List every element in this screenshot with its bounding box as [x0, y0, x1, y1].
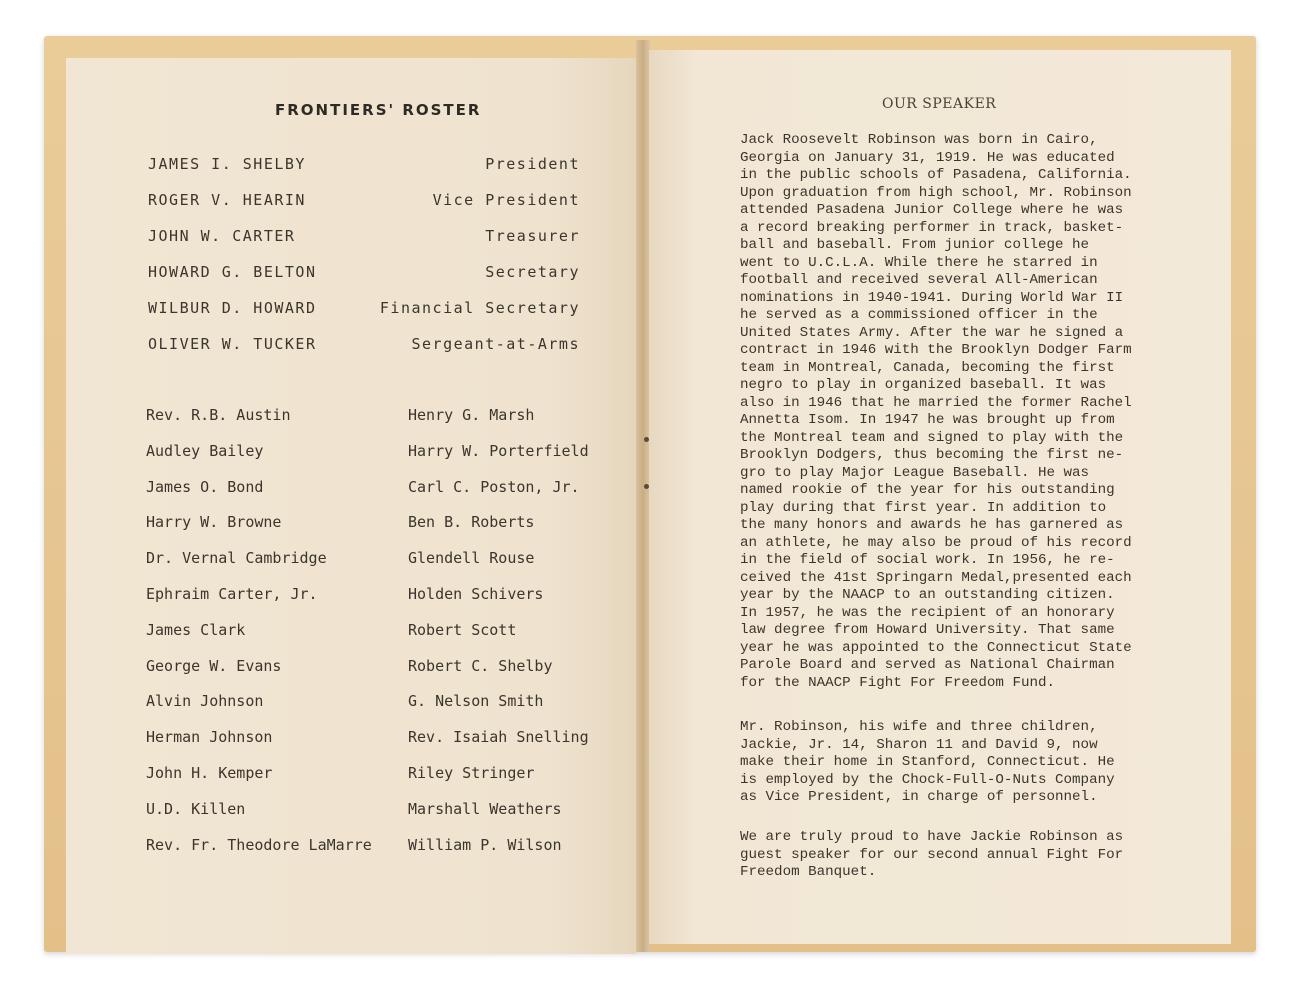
text-line: attended Pasadena Junior College where he was — [740, 202, 1124, 218]
text-line: United States Army. After the war he signed a — [740, 324, 1124, 341]
text-line: as Vice President, in charge of personnel. — [740, 789, 1098, 805]
text-line: law degree from Howard University. That same — [740, 622, 1115, 638]
booklet-spine — [636, 40, 650, 952]
text-line: nominations in 1940-1941. During World War II — [740, 289, 1124, 306]
text-line: year he was appointed to the Connecticut State — [740, 639, 1132, 656]
member-name: Robert C. Shelby — [408, 657, 553, 675]
text-line: contract in 1946 with the Brooklyn Dodger Farm — [740, 342, 1132, 358]
text-line: Jack Roosevelt Robinson was born in Cairo, — [740, 132, 1098, 148]
text-line: in the public schools of Pasadena, California. — [740, 167, 1132, 183]
officer-title: Treasurer — [485, 227, 580, 245]
text-line: We are truly proud to have Jackie Robinson as — [740, 829, 1124, 845]
officer-title: Sergeant-at-Arms — [411, 335, 580, 353]
speaker-family-paragraph — [740, 719, 1152, 807]
member-name: John H. Kemper — [146, 764, 273, 782]
member-name: Rev. R.B. Austin — [146, 406, 291, 424]
member-name: Dr. Vernal Cambridge — [146, 549, 327, 567]
text-line: Jackie, Jr. 14, Sharon 11 and David 9, now — [740, 736, 1098, 753]
text-line: in the field of social work. In 1956, he re- — [740, 552, 1115, 568]
roster-title: FRONTIERS' ROSTER — [275, 101, 482, 119]
text-line: the Montreal team and signed to play with the — [740, 429, 1124, 446]
member-name: Audley Bailey — [146, 442, 264, 460]
officer-title: Secretary — [485, 263, 580, 281]
member-name: James O. Bond — [146, 478, 264, 496]
staple-bottom — [644, 484, 649, 489]
text-line: the many honors and awards he has garnered as — [740, 517, 1124, 533]
text-line: play during that first year. In addition to — [740, 499, 1107, 516]
officer-row — [148, 227, 580, 249]
text-line: Georgia on January 31, 1919. He was educated — [740, 149, 1115, 166]
member-name: Carl C. Poston, Jr. — [408, 478, 580, 496]
member-name: Marshall Weathers — [408, 800, 562, 818]
member-name: Glendell Rouse — [408, 549, 535, 567]
member-name: Robert Scott — [408, 621, 517, 639]
text-line: ceived the 41st Springarn Medal,presented each — [740, 569, 1132, 586]
text-line: gro to play Major League Baseball. He was — [740, 464, 1090, 481]
officer-name: HOWARD G. BELTON — [148, 263, 317, 281]
officer-name: ROGER V. HEARIN — [148, 191, 306, 209]
officer-title: Financial Secretary — [379, 299, 580, 317]
member-name: George W. Evans — [146, 657, 282, 675]
member-name: Harry W. Porterfield — [408, 442, 589, 460]
text-line: year by the NAACP to an outstanding citizen. — [740, 587, 1115, 603]
member-name: Ben B. Roberts — [408, 513, 535, 531]
officer-row — [148, 299, 580, 321]
text-line: went to U.C.L.A. While there he starred in — [740, 254, 1098, 271]
officer-row — [148, 335, 580, 357]
officer-title: President — [485, 155, 580, 173]
member-name: Herman Johnson — [146, 728, 273, 746]
text-line: for the NAACP Fight For Freedom Fund. — [740, 674, 1056, 691]
officer-row — [148, 155, 580, 177]
officer-row — [148, 263, 580, 285]
text-line: an athlete, he may also be proud of his record — [740, 534, 1132, 551]
member-name: Holden Schivers — [408, 585, 544, 603]
text-line: Mr. Robinson, his wife and three children, — [740, 719, 1098, 735]
text-line: Annetta Isom. In 1947 he was brought up from — [740, 412, 1115, 428]
member-name: Alvin Johnson — [146, 692, 264, 710]
member-name: William P. Wilson — [408, 836, 562, 854]
officer-row — [148, 191, 580, 213]
speaker-closing-paragraph — [740, 829, 1152, 882]
text-line: is employed by the Chock-Full-O-Nuts Company — [740, 771, 1115, 788]
member-name: Henry G. Marsh — [408, 406, 535, 424]
member-name: Ephraim Carter, Jr. — [146, 585, 318, 603]
member-name: G. Nelson Smith — [408, 692, 544, 710]
text-line: Freedom Banquet. — [740, 864, 877, 880]
text-line: Upon graduation from high school, Mr. Robinson — [740, 184, 1132, 201]
text-line: a record breaking performer in track, basket- — [740, 219, 1124, 236]
member-name: U.D. Killen — [146, 800, 246, 818]
officer-name: OLIVER W. TUCKER — [148, 335, 317, 353]
text-line: In 1957, he was the recipient of an honorary — [740, 604, 1115, 621]
member-name: Rev. Isaiah Snelling — [408, 728, 589, 746]
officer-name: JOHN W. CARTER — [148, 227, 296, 245]
text-line: ball and baseball. From junior college he — [740, 237, 1090, 253]
text-line: team in Montreal, Canada, becoming the first — [740, 359, 1115, 376]
text-line: negro to play in organized baseball. It was — [740, 377, 1107, 393]
speaker-bio-paragraph — [740, 132, 1152, 692]
text-line: also in 1946 that he married the former Rachel — [740, 394, 1132, 411]
text-line: football and received several All-American — [740, 272, 1098, 288]
text-line: Brooklyn Dodgers, thus becoming the first ne- — [740, 447, 1124, 463]
officer-name: JAMES I. SHELBY — [148, 155, 306, 173]
member-name: Riley Stringer — [408, 764, 535, 782]
text-line: he served as a commissioned officer in the — [740, 307, 1098, 323]
staple-top — [644, 437, 649, 442]
text-line: Parole Board and served as National Chairman — [740, 657, 1115, 673]
officer-name: WILBUR D. HOWARD — [148, 299, 317, 317]
member-name: James Clark — [146, 621, 246, 639]
member-name: Rev. Fr. Theodore LaMarre — [146, 836, 372, 854]
text-line: named rookie of the year for his outstanding — [740, 482, 1115, 498]
text-line: guest speaker for our second annual Fight For — [740, 846, 1124, 863]
speaker-title: OUR SPEAKER — [882, 96, 997, 112]
member-name: Harry W. Browne — [146, 513, 282, 531]
officer-title: Vice President — [432, 191, 580, 209]
text-line: make their home in Stanford, Connecticut. He — [740, 754, 1115, 770]
